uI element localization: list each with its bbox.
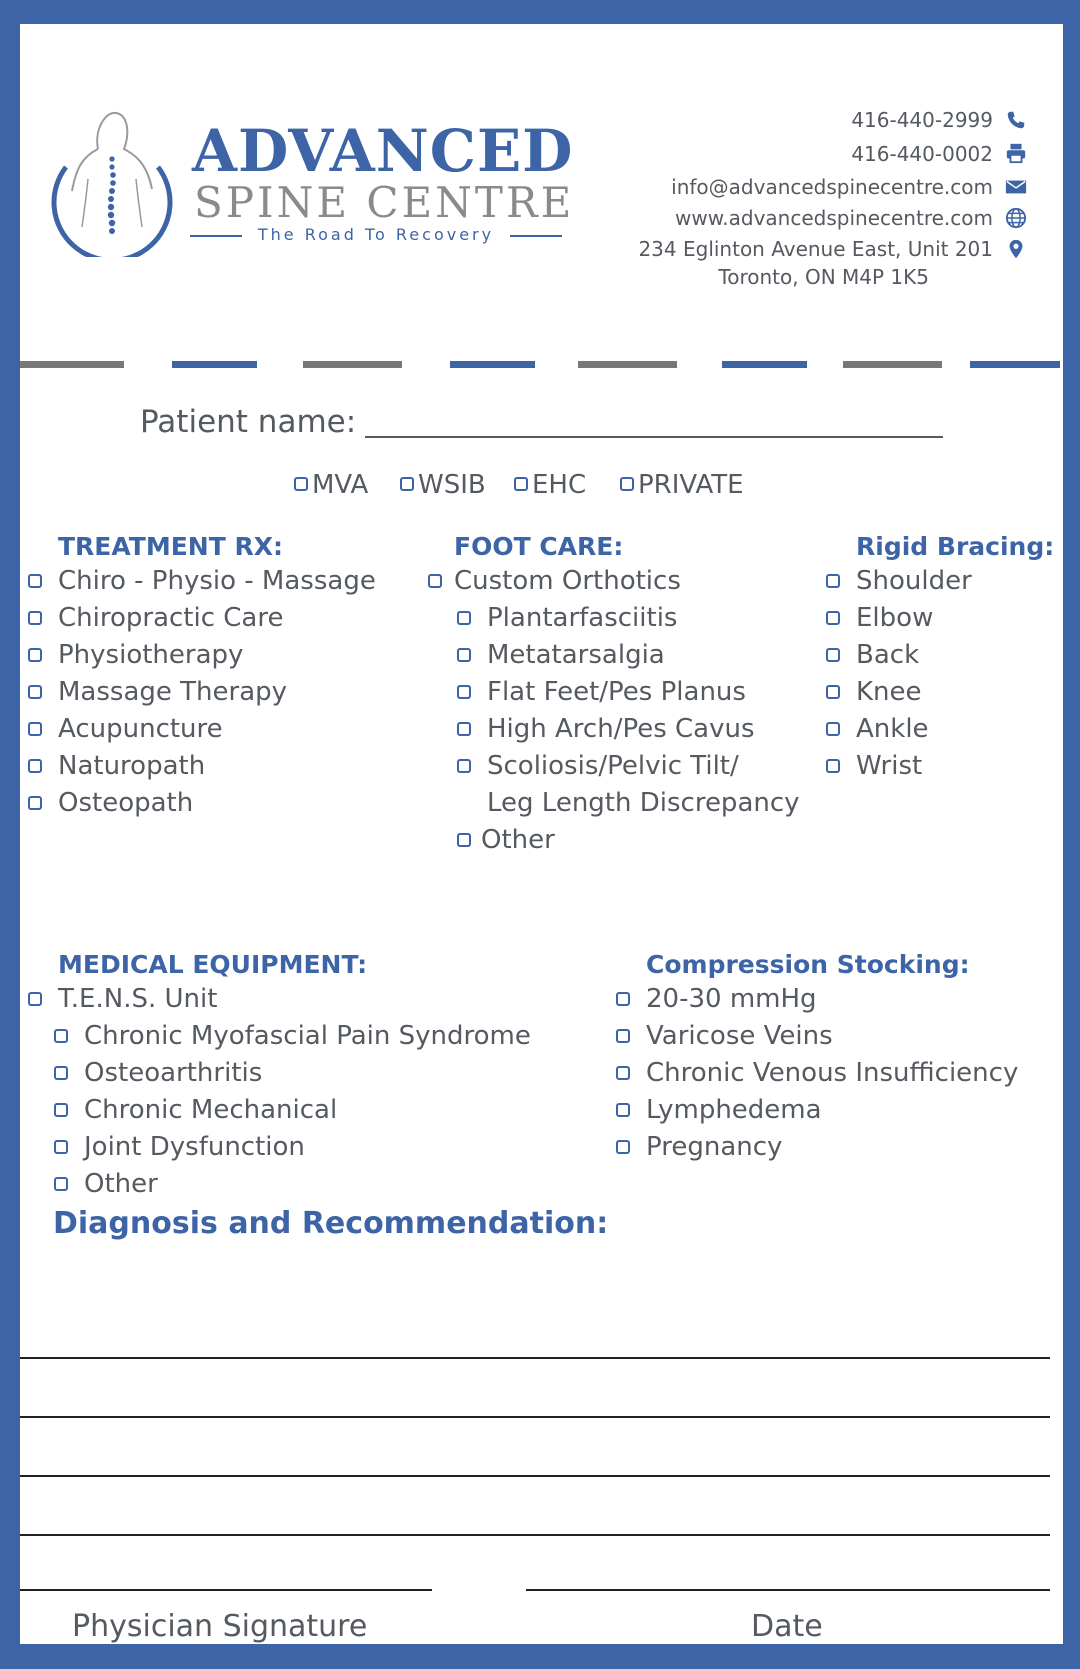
- checkbox[interactable]: [826, 685, 840, 699]
- insurance-option[interactable]: MVA: [294, 472, 368, 498]
- insurance-option[interactable]: WSIB: [400, 472, 486, 498]
- contact-website: www.advancedspinecentre.com: [675, 206, 993, 230]
- diagnosis-heading: Diagnosis and Recommendation:: [53, 1206, 609, 1241]
- divider-dash: [20, 361, 124, 368]
- equipment-item[interactable]: Other: [84, 1171, 158, 1197]
- checkbox[interactable]: [616, 1029, 630, 1043]
- checkbox[interactable]: [28, 648, 42, 662]
- diagnosis-writing-line[interactable]: [20, 1534, 1050, 1536]
- checkbox[interactable]: [616, 1103, 630, 1117]
- diagnosis-writing-line[interactable]: [20, 1475, 1050, 1477]
- bracing-item[interactable]: Wrist: [856, 753, 922, 779]
- bracing-item[interactable]: Ankle: [856, 716, 929, 742]
- date-label: Date: [751, 1609, 823, 1644]
- phone-icon: [1005, 109, 1027, 131]
- treatment-item[interactable]: Physiotherapy: [58, 642, 243, 668]
- divider-dash: [172, 361, 257, 368]
- bracing-item[interactable]: Knee: [856, 679, 922, 705]
- bracing-item[interactable]: Shoulder: [856, 568, 972, 594]
- treatment-item[interactable]: Chiro - Physio - Massage: [58, 568, 376, 594]
- checkbox[interactable]: [826, 611, 840, 625]
- checkbox[interactable]: [826, 759, 840, 773]
- divider-dash: [722, 361, 807, 368]
- checkbox[interactable]: [826, 722, 840, 736]
- contact-fax: 416-440-0002: [851, 142, 993, 166]
- compression-heading: Compression Stocking:: [646, 950, 970, 979]
- foot-care-item[interactable]: Flat Feet/Pes Planus: [487, 679, 746, 705]
- treatment-item[interactable]: Massage Therapy: [58, 679, 287, 705]
- equipment-item[interactable]: Chronic Myofascial Pain Syndrome: [84, 1023, 531, 1049]
- equipment-main-item[interactable]: T.E.N.S. Unit: [58, 986, 217, 1012]
- checkbox[interactable]: [28, 796, 42, 810]
- divider-dash: [303, 361, 402, 368]
- foot-care-heading: FOOT CARE:: [454, 532, 624, 561]
- map-pin-icon: [1005, 238, 1027, 260]
- divider-dash: [578, 361, 677, 368]
- checkbox[interactable]: [514, 477, 528, 491]
- contact-address-line2: Toronto, ON M4P 1K5: [718, 265, 929, 289]
- treatment-heading: TREATMENT RX:: [58, 532, 283, 561]
- printer-icon: [1005, 142, 1027, 164]
- insurance-option[interactable]: PRIVATE: [620, 472, 744, 498]
- checkbox[interactable]: [28, 992, 42, 1006]
- diagnosis-writing-line[interactable]: [20, 1357, 1050, 1359]
- insurance-option[interactable]: EHC: [514, 472, 586, 498]
- checkbox[interactable]: [28, 759, 42, 773]
- bracing-item[interactable]: Elbow: [856, 605, 933, 631]
- compression-item[interactable]: Pregnancy: [646, 1134, 782, 1160]
- checkbox[interactable]: [616, 992, 630, 1006]
- checkbox[interactable]: [457, 685, 471, 699]
- checkbox[interactable]: [400, 477, 414, 491]
- checkbox[interactable]: [28, 611, 42, 625]
- checkbox[interactable]: [428, 574, 442, 588]
- checkbox[interactable]: [457, 759, 471, 773]
- foot-care-item[interactable]: Scoliosis/Pelvic Tilt/: [487, 753, 739, 779]
- checkbox[interactable]: [54, 1140, 68, 1154]
- foot-care-item[interactable]: High Arch/Pes Cavus: [487, 716, 755, 742]
- checkbox[interactable]: [616, 1140, 630, 1154]
- equipment-heading: MEDICAL EQUIPMENT:: [58, 950, 368, 979]
- checkbox[interactable]: [457, 833, 471, 847]
- foot-care-main-item[interactable]: Custom Orthotics: [454, 568, 681, 594]
- checkbox[interactable]: [620, 477, 634, 491]
- checkbox[interactable]: [28, 685, 42, 699]
- contact-address-line1: 234 Eglinton Avenue East, Unit 201: [638, 237, 993, 261]
- checkbox[interactable]: [826, 574, 840, 588]
- checkbox[interactable]: [457, 611, 471, 625]
- checkbox[interactable]: [457, 648, 471, 662]
- foot-care-item-continuation: Leg Length Discrepancy: [487, 788, 800, 818]
- checkbox[interactable]: [54, 1066, 68, 1080]
- checkbox[interactable]: [826, 648, 840, 662]
- treatment-item[interactable]: Naturopath: [58, 753, 205, 779]
- tagline-rule-left: [190, 235, 242, 237]
- contact-email: info@advancedspinecentre.com: [671, 175, 993, 199]
- bracing-heading: Rigid Bracing:: [856, 532, 1055, 561]
- equipment-item[interactable]: Osteoarthritis: [84, 1060, 262, 1086]
- envelope-icon: [1005, 176, 1027, 198]
- compression-item[interactable]: Lymphedema: [646, 1097, 822, 1123]
- checkbox[interactable]: [54, 1177, 68, 1191]
- brand-name-line1: ADVANCED: [192, 117, 574, 185]
- signature-label: Physician Signature: [72, 1609, 368, 1644]
- foot-care-item[interactable]: Metatarsalgia: [487, 642, 665, 668]
- signature-line[interactable]: [20, 1589, 432, 1591]
- patient-name-label: Patient name:: [140, 404, 357, 440]
- checkbox[interactable]: [54, 1029, 68, 1043]
- checkbox[interactable]: [457, 722, 471, 736]
- treatment-item[interactable]: Chiropractic Care: [58, 605, 283, 631]
- form-page: [20, 24, 1063, 1644]
- equipment-item[interactable]: Chronic Mechanical: [84, 1097, 337, 1123]
- treatment-item[interactable]: Osteopath: [58, 790, 193, 816]
- checkbox[interactable]: [294, 477, 308, 491]
- divider-dash: [843, 361, 942, 368]
- checkbox[interactable]: [28, 574, 42, 588]
- divider-dash: [970, 361, 1060, 368]
- checkbox[interactable]: [616, 1066, 630, 1080]
- checkbox[interactable]: [28, 722, 42, 736]
- treatment-item[interactable]: Acupuncture: [58, 716, 223, 742]
- compression-item[interactable]: Varicose Veins: [646, 1023, 833, 1049]
- bracing-item[interactable]: Back: [856, 642, 919, 668]
- foot-care-item[interactable]: Plantarfasciitis: [487, 605, 677, 631]
- spine-logo-icon: [48, 109, 176, 257]
- equipment-item[interactable]: Joint Dysfunction: [84, 1134, 305, 1160]
- compression-item[interactable]: 20-30 mmHg: [646, 986, 817, 1012]
- checkbox[interactable]: [54, 1103, 68, 1117]
- compression-item[interactable]: Chronic Venous Insufficiency: [646, 1060, 1018, 1086]
- brand-name-line2: SPINE CENTRE: [194, 178, 575, 227]
- divider-dash: [450, 361, 535, 368]
- contact-phone: 416-440-2999: [851, 108, 993, 132]
- tagline-rule-right: [510, 235, 562, 237]
- brand-tagline: The Road To Recovery: [257, 225, 495, 244]
- foot-care-other[interactable]: Other: [481, 827, 555, 853]
- date-line[interactable]: [526, 1589, 1050, 1591]
- patient-name-field[interactable]: [365, 436, 943, 438]
- globe-icon: [1005, 207, 1027, 229]
- diagnosis-writing-line[interactable]: [20, 1416, 1050, 1418]
